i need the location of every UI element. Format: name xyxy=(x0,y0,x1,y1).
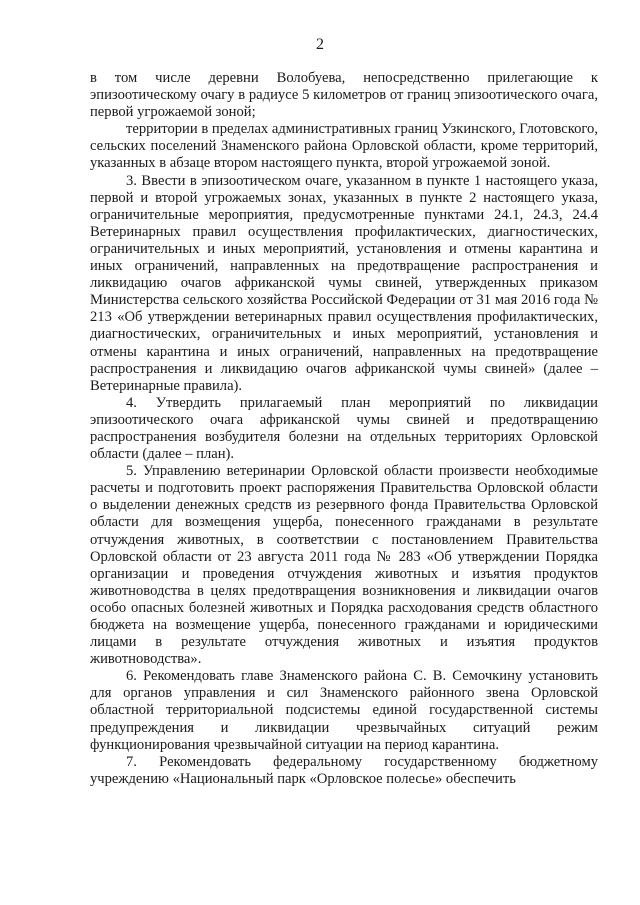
page-number: 2 xyxy=(316,36,324,53)
paragraph-zone-1-continuation: в том числе деревни Волобуева, непосредственно прилегающие к эпизоотическому очагу в радиусе 5 километров от границ эпизоотического очага, первой угрожаемой зоной; xyxy=(90,70,598,121)
paragraph-zone-2: территории в пределах административных границ Узкинского, Глотовского, сельских поселений Знаменского района Орловской области, кроме территорий, указанных в абзаце втором настоящего пункта, второй угрожаемой зоной. xyxy=(90,121,598,172)
paragraph-item-4: 4. Утвердить прилагаемый план мероприятий по ликвидации эпизоотического очага африканской чумы свиней и предотвращению распространения возбудителя болезни на отдельных территориях Орловской области (далее – план). xyxy=(90,394,598,463)
document-body xyxy=(90,70,598,788)
paragraph-item-3: 3. Ввести в эпизоотическом очаге, указанном в пункте 1 настоящего указа, первой и второй угрожаемых зонах, указанных в пункте 2 настоящего указа, ограничительные мероприятия, предусмотренные пунктами 24.1, 24.3, 24.4 Ветеринарных правил осуществления профилактических, диагностических, ограничительных и иных мероприятий, установления и отмены карантина и иных ограничений, направленных на предотвращение распространения и ликвидацию очагов африканской чумы свиней, утвержденных приказом Министерства сельского хозяйства Российской Федерации от 31 мая 2016 года № 213 «Об утверждении ветеринарных правил осуществления профилактических, диагностических, ограничительных и иных мероприятий, установления и отмены карантина и иных ограничений, направленных на предотвращение распространения и ликвидацию очагов африканской чумы свиней» (далее – Ветеринарные правила). xyxy=(90,172,598,394)
paragraph-item-6: 6. Рекомендовать главе Знаменского района С. В. Семочкину установить для органов управления и сил Знаменского районного звена Орловской областной территориальной подсистемы единой государственной системы предупреждения и ликвидации чрезвычайных ситуаций режим функционирования чрезвычайной ситуации на период карантина. xyxy=(90,668,598,753)
paragraph-item-7: 7. Рекомендовать федеральному государственному бюджетному учреждению «Национальный парк «Орловское полесье» обеспечить xyxy=(90,753,598,787)
paragraph-item-5: 5. Управлению ветеринарии Орловской области произвести необходимые расчеты и подготовить проект распоряжения Правительства Орловской области о выделении денежных средств из резервного фонда Правительства Орловской области для возмещения ущерба, понесенного гражданами в результате отчуждения животных, в соответствии с постановлением Правительства Орловской области от 23 августа 2011 года № 283 «Об утверждении Порядка организации и проведения отчуждения животных и изъятия продуктов животноводства в целях предотвращения возникновения и ликвидации очагов особо опасных болезней животных и Порядка расходования средств областного бюджета на возмещение ущерба, понесенного гражданами и юридическими лицами в результате отчуждения животных и изъятия продуктов животноводства». xyxy=(90,463,598,668)
